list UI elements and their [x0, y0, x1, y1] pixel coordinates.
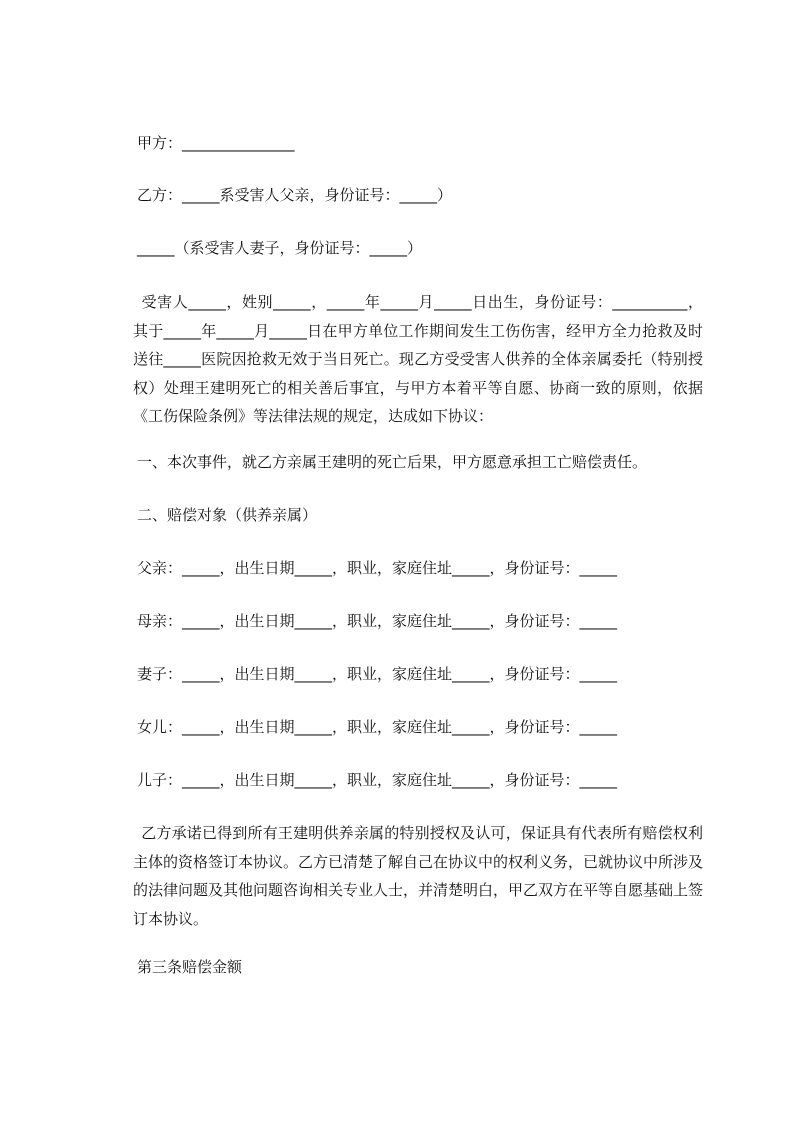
relative-father: 父亲：_____，出生日期_____，职业，家庭住址_____，身份证号：_____ [137, 559, 618, 577]
relative-wife: 妻子：_____，出生日期_____，职业，家庭住址_____，身份证号：_____ [137, 665, 618, 683]
party-b-second-line: _____（系受害人妻子，身份证号：_____） [137, 239, 423, 257]
relative-son: 儿子：_____，出生日期_____，职业，家庭住址_____，身份证号：_____ [137, 771, 618, 789]
clause-3-title: 第三条赔偿金额 [137, 958, 243, 976]
clause-2-title: 二、赔偿对象（供养亲属） [137, 506, 318, 524]
intro-text: 受害人_____，姓别_____，_____年_____月_____日出生，身份证号：__________，其于_____年_____月_____日在甲方单位工作期间发生工伤伤害，经甲方全力抢救及时送往_____医院因抢救无效于当日死亡。现乙方受受害人供养的全体亲属委托（特别授权）处理王建明死亡的相关善后事宜，与甲方本着平等自愿、协商一致的原则，依据《工伤保险条例》等法律法规的规定，达成如下协议： [133, 293, 703, 425]
party-b-line: 乙方：_____系受害人父亲，身份证号：_____） [137, 186, 453, 204]
relative-mother: 母亲：_____，出生日期_____，职业，家庭住址_____，身份证号：_____ [137, 612, 618, 630]
intro-paragraph [133, 288, 703, 431]
commitment-text: 乙方承诺已得到所有王建明供养亲属的特别授权及认可，保证具有代表所有赔偿权利主体的资格签订本协议。乙方已清楚了解自己在协议中的权利义务，已就协议中所涉及的法律问题及其他问题咨询相关专业人士，并清楚明白，甲乙双方在平等自愿基础上签订本协议。 [133, 824, 704, 928]
relative-daughter: 女儿：_____，出生日期_____，职业，家庭住址_____，身份证号：_____ [137, 718, 618, 736]
commitment-paragraph [133, 819, 703, 933]
party-a-line: 甲方：_______________ [137, 134, 295, 152]
clause-1: 一、本次事件，就乙方亲属王建明的死亡后果，甲方愿意承担工亡赔偿责任。 [137, 453, 648, 471]
